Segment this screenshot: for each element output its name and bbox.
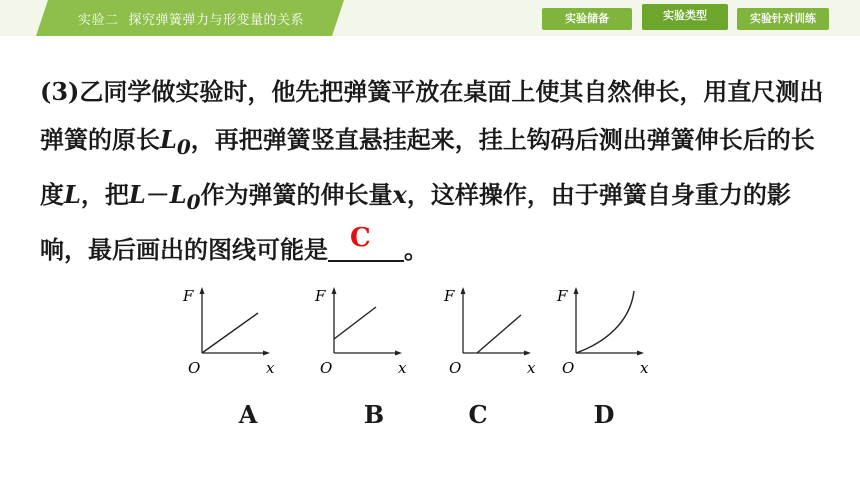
minus-sign: － [145,179,170,209]
tab-experiment-preparation[interactable]: 实验储备 [542,8,632,30]
graph-d-x-label: x [640,359,649,377]
graph-b-x-label: x [398,359,407,377]
symbol-L: L [64,179,81,209]
graph-option-a [180,283,280,379]
answer-blank [328,222,404,262]
graph-a-x-label: x [266,359,275,377]
option-label-c: C [468,400,488,429]
question-text-part-2: ，再把弹簧竖直悬挂起来，挂上钩码后测出弹簧伸长后的长度 [40,125,815,209]
graph-d-origin: O [562,359,575,377]
graph-option-b [312,283,412,379]
graph-c-origin: O [449,359,462,377]
question-text-part-3: ，把 [80,179,129,209]
tab-experiment-types[interactable]: 实验类型 [642,4,728,30]
section-title [78,9,304,28]
graph-b-line [334,307,376,339]
graph-b-origin: O [320,359,333,377]
graph-a-y-label: F [183,287,194,305]
question-number: (3) [40,77,80,106]
question-text-end: 。 [404,234,428,264]
question-text-part-1: 乙同学做实验时，他先把弹簧平放在桌面上使其自然伸长，用直尺测出弹簧的原长 [40,77,824,154]
experiment-title: 探究弹簧弹力与形变量的关系 [128,13,305,28]
graph-c-y-label: F [444,287,455,305]
symbol-x: x [392,179,407,209]
option-label-b: B [363,400,385,429]
experiment-number: 实验二 [78,13,119,28]
expression-L: L [128,179,146,209]
graph-d-y-label: F [557,287,568,305]
option-label-d: D [593,400,615,429]
graph-a-line [202,313,258,353]
graph-a-origin: O [188,359,201,377]
graph-c-line [477,315,521,353]
graph-b-y-label: F [315,287,326,305]
expression-L0: $L_0$ [169,179,201,214]
graph-option-c [441,283,541,379]
graph-c-x-label: x [527,359,536,377]
question-text-part-4: 作为弹簧的伸长量 [200,179,393,209]
question-text [40,68,830,274]
question-text-part-5: ，这样操作，由于弹簧自身重力的影响，最后画出的图线可能是 [40,179,791,264]
answer-text: C [350,222,371,253]
graph-d-curve [576,291,634,353]
option-label-a: A [238,400,258,429]
symbol-L0: $L_0$ [160,125,191,159]
tab-targeted-training[interactable]: 实验针对训练 [737,8,829,30]
graph-option-d [554,283,654,379]
